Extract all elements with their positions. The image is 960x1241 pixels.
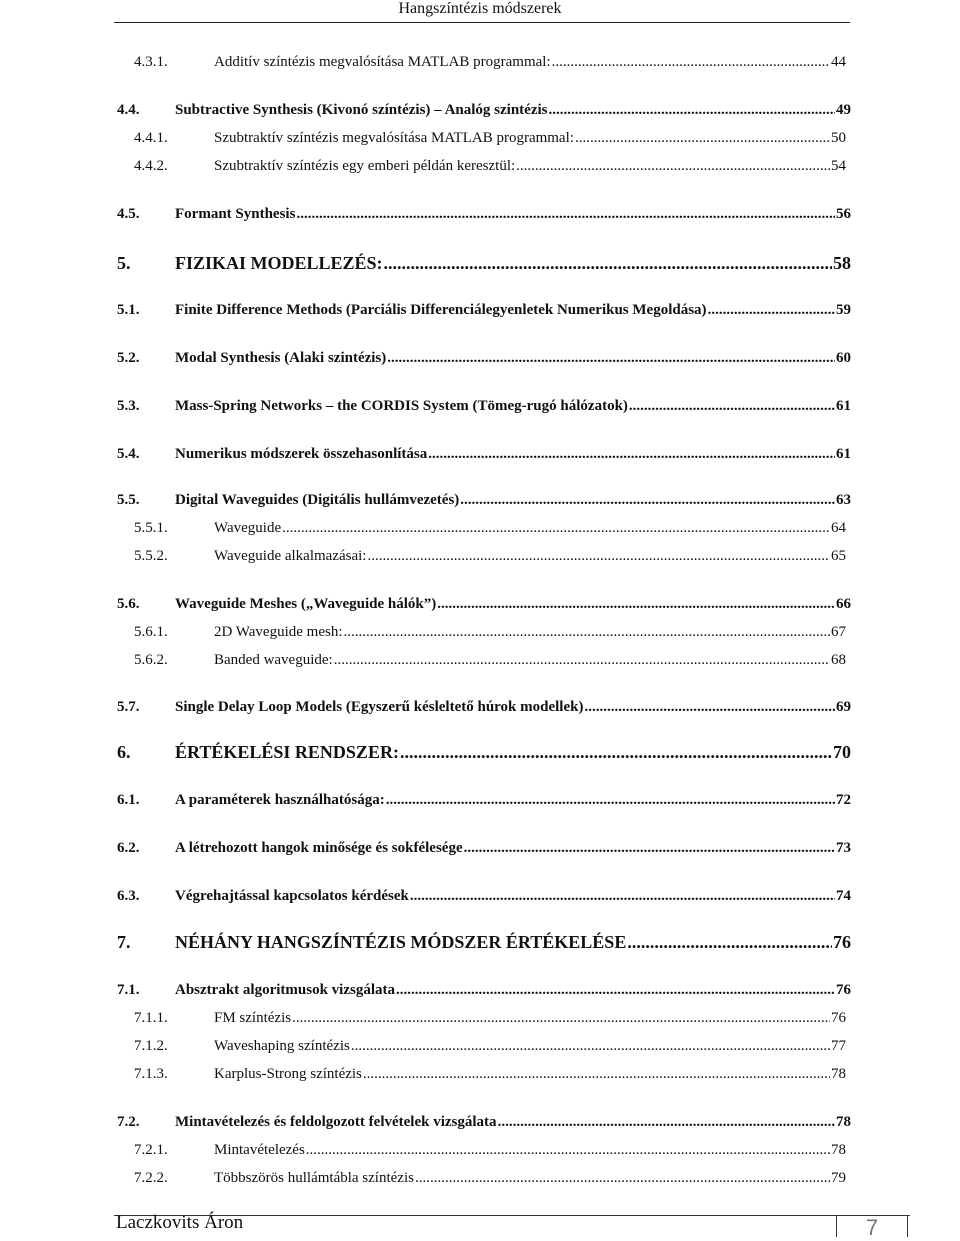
- toc-entry-page: 54: [831, 158, 846, 174]
- toc-leader-dots: [386, 792, 835, 809]
- toc-entry-page: 78: [831, 1066, 846, 1082]
- footer-author: Laczkovits Áron: [116, 1212, 244, 1233]
- toc-entry-page: 50: [831, 130, 846, 146]
- toc-entry-number: 4.3.1.: [134, 54, 168, 70]
- toc-entry-title: Waveguide Meshes („Waveguide hálók”): [175, 596, 437, 612]
- toc-entry-title: Finite Difference Methods (Parciális Differenciálegyenletek Numerikus Megoldása): [175, 302, 707, 318]
- toc-entry-title: Subtractive Synthesis (Kivonó színtézis) – Analóg szintézis: [175, 102, 548, 118]
- toc-leader-dots: [584, 699, 835, 716]
- toc-entry-number: 5.5.2.: [134, 548, 168, 564]
- toc-entry-number: 5.6.1.: [134, 624, 168, 640]
- toc-entry-title: Waveguide alkalmazásai:: [214, 548, 367, 564]
- toc-leader-dots: [292, 1010, 830, 1027]
- toc-leader-dots: [367, 548, 830, 565]
- toc-entry-title: Szubtraktív színtézis megvalósítása MATLAB programmal:: [214, 130, 574, 146]
- toc-entry[interactable]: [117, 446, 851, 463]
- toc-entry-page: 49: [836, 102, 851, 118]
- toc-entry-number: 7.2.2.: [134, 1170, 168, 1186]
- toc-entry-page: 60: [836, 350, 851, 366]
- toc-entry-title: Formant Synthesis: [175, 206, 296, 222]
- toc-entry[interactable]: [117, 398, 851, 415]
- toc-leader-dots: [516, 158, 830, 175]
- toc-leader-dots: [708, 302, 835, 319]
- toc-entry-number: 5.5.1.: [134, 520, 168, 536]
- toc-leader-dots: [428, 446, 835, 463]
- toc-entry-title: Végrehajtással kapcsolatos kérdések: [175, 888, 409, 904]
- toc-entry-title: Additív színtézis megvalósítása MATLAB programmal:: [214, 54, 551, 70]
- toc-entry-title: Karplus-Strong színtézis: [214, 1066, 362, 1082]
- running-header: Hangszíntézis módszerek: [398, 0, 562, 17]
- toc-entry-number: 5.2.: [117, 350, 140, 366]
- toc-entry[interactable]: [134, 1142, 846, 1159]
- toc-entry-page: 78: [831, 1142, 846, 1158]
- toc-entry-page: 74: [836, 888, 851, 904]
- toc-entry-page: 64: [831, 520, 846, 536]
- toc-entry[interactable]: [134, 548, 846, 565]
- toc-leader-dots: [437, 596, 835, 613]
- toc-entry-page: 61: [836, 446, 851, 462]
- toc-entry-page: 66: [836, 596, 851, 612]
- toc-entry-title: Mintavételezés és feldolgozott felvételek vizsgálata: [175, 1114, 497, 1130]
- toc-entry[interactable]: [134, 520, 846, 537]
- toc-entry[interactable]: [134, 1010, 846, 1027]
- toc-entry-number: 5.5.: [117, 492, 140, 508]
- toc-entry[interactable]: [134, 652, 846, 669]
- toc-leader-dots: [296, 206, 835, 223]
- toc-entry-title: Mintavételezés: [214, 1142, 305, 1158]
- toc-leader-dots: [344, 624, 831, 641]
- toc-entry-title: 2D Waveguide mesh:: [214, 624, 343, 640]
- toc-entry[interactable]: [117, 206, 851, 223]
- toc-entry[interactable]: [134, 1170, 846, 1187]
- toc-entry[interactable]: [117, 302, 851, 319]
- toc-leader-dots: [464, 840, 835, 857]
- toc-entry-page: 68: [831, 652, 846, 668]
- toc-entry-number: 7.1.: [117, 982, 140, 998]
- toc-leader-dots: [334, 652, 830, 669]
- toc-entry-number: 5.6.2.: [134, 652, 168, 668]
- toc-entry-number: 7.2.: [117, 1114, 140, 1130]
- toc-entry-number: 5.7.: [117, 699, 140, 715]
- toc-leader-dots: [396, 982, 835, 999]
- toc-entry[interactable]: [117, 492, 851, 509]
- toc-leader-dots: [629, 398, 835, 415]
- toc-entry[interactable]: [117, 596, 851, 613]
- toc-entry-title: ÉRTÉKELÉSI RENDSZER:: [175, 742, 399, 762]
- toc-entry-page: 56: [836, 206, 851, 222]
- toc-entry-number: 4.4.2.: [134, 158, 168, 174]
- toc-entry-number: 4.4.: [117, 102, 140, 118]
- toc-leader-dots: [549, 102, 835, 119]
- toc-entry-title: Numerikus módszerek összehasonlítása: [175, 446, 428, 462]
- toc-entry-page: 79: [831, 1170, 846, 1186]
- toc-entry-title: Többszörös hullámtábla színtézis: [214, 1170, 414, 1186]
- toc-entry[interactable]: [117, 742, 851, 763]
- toc-leader-dots: [384, 253, 832, 274]
- toc-entry[interactable]: [117, 932, 851, 953]
- toc-entry-page: 59: [836, 302, 851, 318]
- toc-entry-number: 7.1.2.: [134, 1038, 168, 1054]
- toc-entry-title: Absztrakt algoritmusok vizsgálata: [175, 982, 395, 998]
- toc-entry[interactable]: [134, 130, 846, 147]
- toc-entry-page: 44: [831, 54, 846, 70]
- page-number: 7: [865, 1215, 879, 1240]
- toc-entry-number: 5.4.: [117, 446, 140, 462]
- toc-entry-number: 6.3.: [117, 888, 140, 904]
- toc-entry-page: 70: [833, 742, 851, 762]
- toc-entry-number: 7.1.3.: [134, 1066, 168, 1082]
- toc-entry-page: 72: [836, 792, 851, 808]
- toc-entry-page: 76: [833, 932, 851, 952]
- toc-leader-dots: [400, 742, 832, 763]
- toc-leader-dots: [306, 1142, 830, 1159]
- toc-entry-title: Single Delay Loop Models (Egyszerű késleltető húrok modellek): [175, 699, 584, 715]
- toc-entry-page: 61: [836, 398, 851, 414]
- toc-entry[interactable]: [117, 792, 851, 809]
- toc-entry-page: 63: [836, 492, 851, 508]
- toc-entry-title: FIZIKAI MODELLEZÉS:: [175, 253, 383, 273]
- toc-leader-dots: [410, 888, 835, 905]
- toc-entry-page: 73: [836, 840, 851, 856]
- toc-entry-number: 5.: [117, 253, 131, 273]
- toc-leader-dots: [552, 54, 830, 71]
- toc-leader-dots: [363, 1066, 830, 1083]
- toc-entry-title: FM színtézis: [214, 1010, 292, 1026]
- toc-entry-number: 7.: [117, 932, 131, 952]
- toc-entry[interactable]: [117, 840, 851, 857]
- toc-entry[interactable]: [117, 888, 851, 905]
- toc-entry-title: Waveguide: [214, 520, 282, 536]
- toc-leader-dots: [415, 1170, 830, 1187]
- toc-entry[interactable]: [117, 102, 851, 119]
- toc-entry-page: 65: [831, 548, 846, 564]
- toc-entry-number: 5.1.: [117, 302, 140, 318]
- toc-entry-title: A paraméterek használhatósága:: [175, 792, 385, 808]
- toc-entry[interactable]: [117, 350, 851, 367]
- toc-entry-page: 76: [831, 1010, 846, 1026]
- toc-entry-number: 5.3.: [117, 398, 140, 414]
- toc-entry-number: 6.: [117, 742, 131, 762]
- toc-entry-number: 6.2.: [117, 840, 140, 856]
- toc-leader-dots: [460, 492, 835, 509]
- toc-entry-page: 77: [831, 1038, 846, 1054]
- toc-entry[interactable]: [117, 253, 851, 274]
- toc-entry-title: Mass-Spring Networks – the CORDIS System (Tömeg-rugó hálózatok): [175, 398, 628, 414]
- toc-entry[interactable]: [117, 1114, 851, 1131]
- toc-entry-title: NÉHÁNY HANGSZÍNTÉZIS MÓDSZER ÉRTÉKELÉSE: [175, 932, 627, 952]
- toc-entry-number: 5.6.: [117, 596, 140, 612]
- toc-entry-title: Szubtraktív színtézis egy emberi példán keresztül:: [214, 158, 516, 174]
- toc-leader-dots: [498, 1114, 835, 1131]
- toc-entry-number: 7.1.1.: [134, 1010, 168, 1026]
- toc-entry-title: Waveshaping színtézis: [214, 1038, 350, 1054]
- toc-entry[interactable]: [117, 982, 851, 999]
- toc-entry[interactable]: [134, 1066, 846, 1083]
- toc-entry[interactable]: [134, 158, 846, 175]
- toc-entry-number: 4.5.: [117, 206, 140, 222]
- toc-leader-dots: [387, 350, 835, 367]
- toc-entry-page: 58: [833, 253, 851, 273]
- toc-entry-page: 76: [836, 982, 851, 998]
- toc-entry-number: 6.1.: [117, 792, 140, 808]
- toc-entry-title: Digital Waveguides (Digitális hullámvezetés): [175, 492, 460, 508]
- toc-entry-page: 69: [836, 699, 851, 715]
- toc-entry[interactable]: [134, 624, 846, 641]
- toc-leader-dots: [627, 932, 832, 953]
- toc-entry-page: 67: [831, 624, 846, 640]
- toc-entry-title: Modal Synthesis (Alaki szintézis): [175, 350, 387, 366]
- toc-leader-dots: [351, 1038, 830, 1055]
- toc-entry[interactable]: [117, 699, 851, 716]
- toc-leader-dots: [575, 130, 830, 147]
- toc-entry-page: 78: [836, 1114, 851, 1130]
- toc-entry-number: 7.2.1.: [134, 1142, 168, 1158]
- toc-entry-title: Banded waveguide:: [214, 652, 333, 668]
- toc-entry[interactable]: [134, 54, 846, 71]
- toc-entry-title: A létrehozott hangok minősége és sokfélesége: [175, 840, 463, 856]
- toc-leader-dots: [282, 520, 830, 537]
- toc-entry-number: 4.4.1.: [134, 130, 168, 146]
- toc-entry[interactable]: [134, 1038, 846, 1055]
